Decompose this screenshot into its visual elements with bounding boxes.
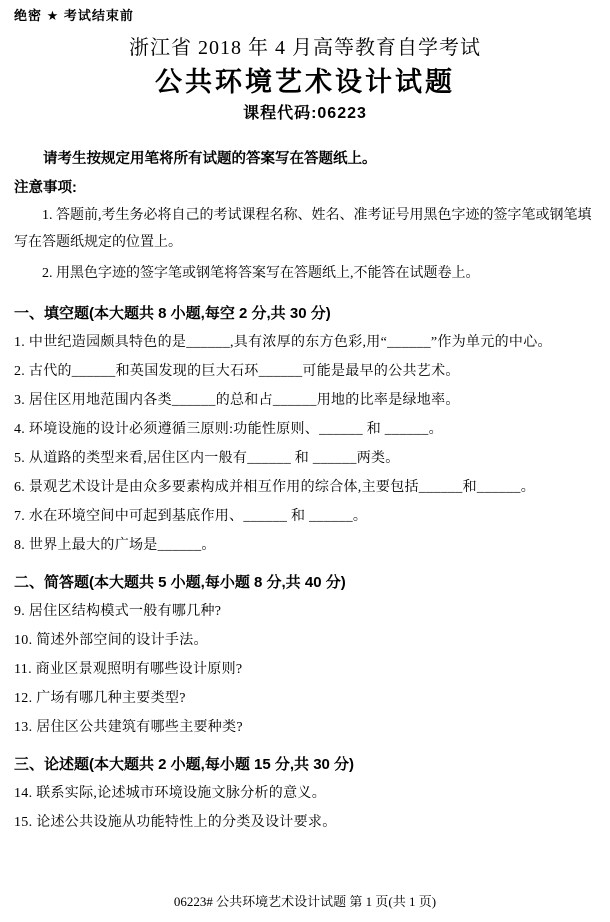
paper-title: 公共环境艺术设计试题 [155, 67, 455, 97]
question-2: 2. 古代的______和英国发现的巨大石环______可能是最早的公共艺术。 [14, 364, 460, 379]
question-4: 4. 环境设施的设计必须遵循三原则:功能性原则、______ 和 ______。 [14, 422, 443, 437]
page-footer: 06223# 公共环境艺术设计试题 第 1 页(共 1 页) [173, 894, 437, 909]
question-12: 12. 广场有哪几种主要类型? [14, 691, 186, 706]
note-item-1: 1. 答题前,考生务必将自己的考试课程名称、姓名、准考证号用黑色字迹的签字笔或钢笔填写在答题纸规定的位置上。 [14, 208, 592, 250]
section-heading-fill-in-blank: 一、填空题(本大题共 8 小题,每空 2 分,共 30 分) [14, 305, 331, 322]
section-heading-short-answer: 二、简答题(本大题共 5 小题,每小题 8 分,共 40 分) [14, 574, 346, 591]
question-6: 6. 景观艺术设计是由众多要素构成并相互作用的综合体,主要包括______和______。 [14, 480, 535, 495]
question-15: 15. 论述公共设施从功能特性上的分类及设计要求。 [14, 815, 337, 830]
question-5: 5. 从道路的类型来看,居住区内一般有______ 和 ______两类。 [14, 451, 400, 466]
pen-instruction: 请考生按规定用笔将所有试题的答案写在答题纸上。 [43, 151, 377, 167]
question-9: 9. 居住区结构模式一般有哪几种? [14, 604, 222, 619]
note-item-2: 2. 用黑色字迹的签字笔或钢笔将答案写在答题纸上,不能答在试题卷上。 [42, 266, 480, 281]
question-8: 8. 世界上最大的广场是______。 [14, 538, 216, 553]
question-1: 1. 中世纪造园颇具特色的是______,具有浓厚的东方色彩,用“______”作为单元的中心。 [14, 335, 552, 350]
question-14: 14. 联系实际,论述城市环境设施文脉分析的意义。 [14, 786, 326, 801]
classification-banner: 绝密 ★ 考试结束前 [14, 8, 134, 23]
course-code: 课程代码:06223 [243, 105, 367, 122]
question-11: 11. 商业区景观照明有哪些设计原则? [14, 662, 243, 677]
section-heading-essay: 三、论述题(本大题共 2 小题,每小题 15 分,共 30 分) [14, 756, 355, 773]
question-10: 10. 简述外部空间的设计手法。 [14, 633, 208, 648]
question-13: 13. 居住区公共建筑有哪些主要种类? [14, 720, 243, 735]
question-3: 3. 居住区用地范围内各类______的总和占______用地的比率是绿地率。 [14, 393, 460, 408]
notes-heading: 注意事项: [14, 180, 77, 196]
question-7: 7. 水在环境空间中可起到基底作用、______ 和 ______。 [14, 509, 368, 524]
exam-session-title: 浙江省 2018 年 4 月高等教育自学考试 [129, 37, 481, 59]
